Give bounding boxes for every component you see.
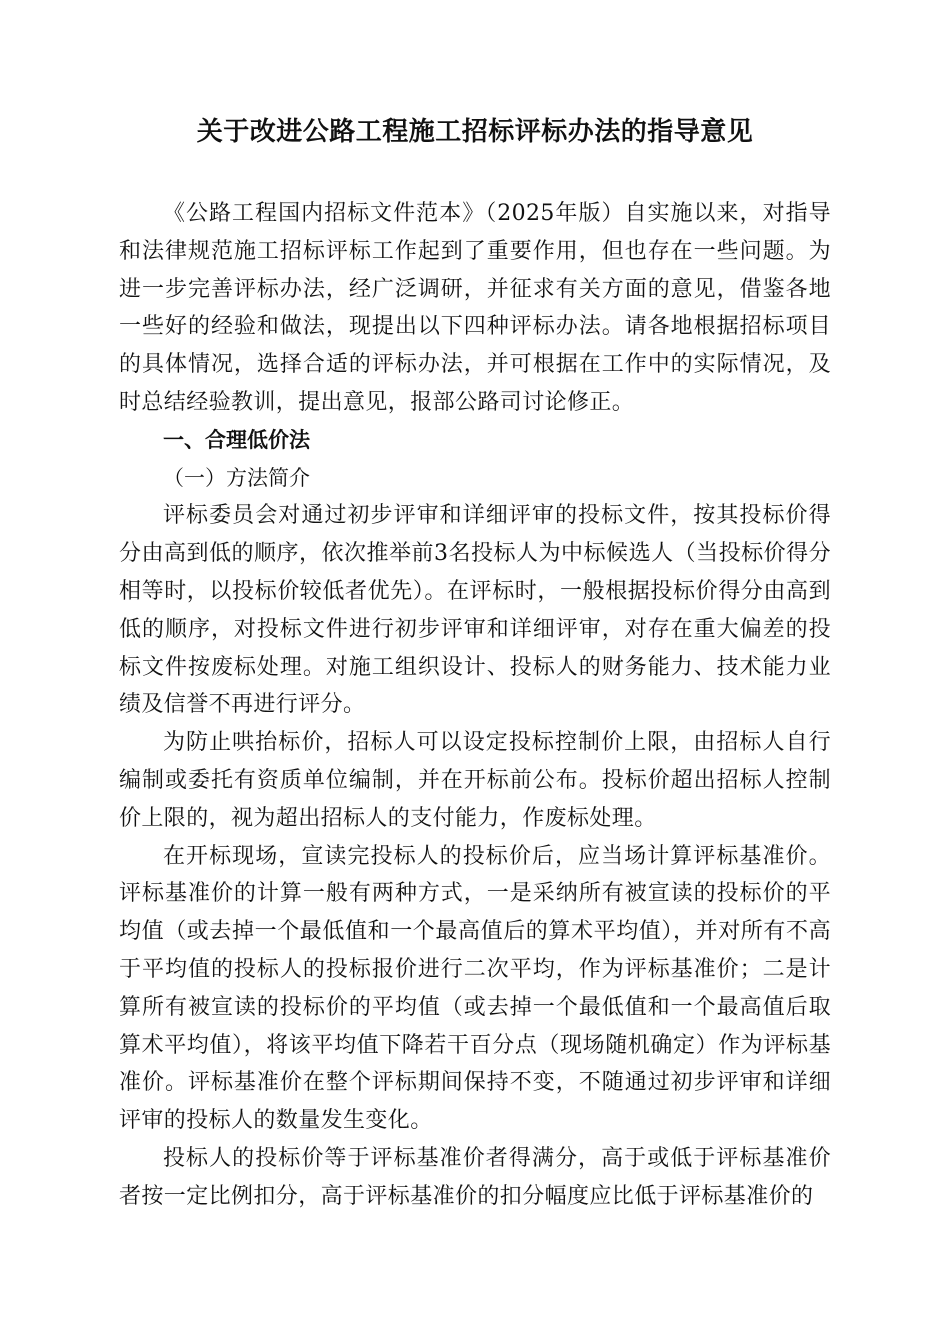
subsection-heading: （一）方法简介 [163, 465, 310, 490]
body-paragraph: 评标委员会对通过初步评审和详细评审的投标文件，按其投标价得分由高到低的顺序，依次推举前3名投标人为中标候选人（当投标价得分相等时，以投标价较低者优先）。在评标时，一般根据投标价得分由高到低的顺序，对投标文件进行初步评审和详细评审，对存在重大偏差的投标文件按废标处理。对施工组织设计、投标人的财务能力、技术能力业绩及信誉不再进行评分。 [119, 503, 831, 718]
body-paragraph: 为防止哄抬标价，招标人可以设定投标控制价上限，由招标人自行编制或委托有资质单位编制，并在开标前公布。投标价超出招标人控制价上限的，视为超出招标人的支付能力，作废标处理。 [119, 730, 831, 831]
intro-paragraph: 《公路工程国内招标文件范本》（2025年版）自实施以来，对指导和法律规范施工招标评标工作起到了重要作用，但也存在一些问题。为进一步完善评标办法，经广泛调研，并征求有关方面的意见，借鉴各地一些好的经验和做法，现提出以下四种评标办法。请各地根据招标项目的具体情况，选择合适的评标办法，并可根据在工作中的实际情况，及时总结经验教训，提出意见，报部公路司讨论修正。 [119, 201, 831, 415]
document-title: 关于改进公路工程施工招标评标办法的指导意见 [196, 117, 754, 147]
body-paragraph: 在开标现场，宣读完投标人的投标价后，应当场计算评标基准价。评标基准价的计算一般有两种方式，一是采纳所有被宣读的投标价的平均值（或去掉一个最低值和一个最高值后的算术平均值），并对所有不高于平均值的投标人的投标报价进行二次平均，作为评标基准价；二是计算所有被宣读的投标价的平均值（或去掉一个最低值和一个最高值后取算术平均值），将该平均值下降若干百分点（现场随机确定）作为评标基准价。评标基准价在整个评标期间保持不变，不随通过初步评审和详细评审的投标人的数量发生变化。 [119, 843, 831, 1134]
body-paragraph: 投标人的投标价等于评标基准价者得满分，高于或低于评标基准价者按一定比例扣分，高于评标基准价的扣分幅度应比低于评标基准价的 [119, 1145, 831, 1209]
section-heading: 一、合理低价法 [163, 427, 310, 452]
document-body [119, 195, 831, 1216]
